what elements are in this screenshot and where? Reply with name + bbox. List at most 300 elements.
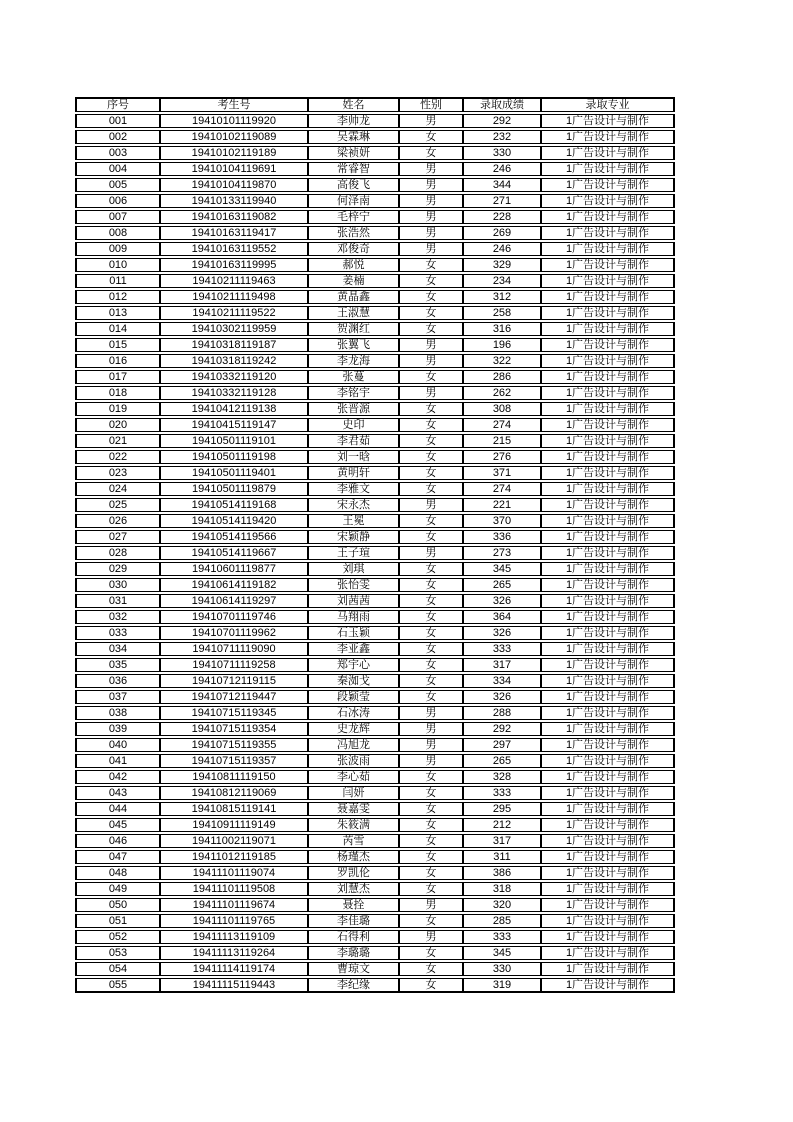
cell-major: 1广告设计与制作 bbox=[541, 194, 675, 208]
cell-candidate-no: 19410815119141 bbox=[160, 802, 308, 816]
cell-name: 李帅龙 bbox=[308, 114, 399, 128]
cell-seq: 018 bbox=[75, 386, 160, 400]
cell-score: 334 bbox=[463, 674, 541, 688]
table-row bbox=[75, 418, 675, 432]
cell-candidate-no: 19410501119101 bbox=[160, 434, 308, 448]
cell-seq: 033 bbox=[75, 626, 160, 640]
cell-score: 274 bbox=[463, 418, 541, 432]
table-row bbox=[75, 834, 675, 848]
cell-gender: 男 bbox=[399, 754, 463, 768]
cell-name: 邓俊奇 bbox=[308, 242, 399, 256]
cell-name: 毛梓宁 bbox=[308, 210, 399, 224]
table-row bbox=[75, 242, 675, 256]
cell-seq: 020 bbox=[75, 418, 160, 432]
cell-seq: 010 bbox=[75, 258, 160, 272]
cell-name: 王冕 bbox=[308, 514, 399, 528]
cell-name: 吴霖琳 bbox=[308, 130, 399, 144]
cell-candidate-no: 19411101119674 bbox=[160, 898, 308, 912]
cell-candidate-no: 19410701119962 bbox=[160, 626, 308, 640]
cell-candidate-no: 19411115119443 bbox=[160, 978, 308, 993]
cell-seq: 011 bbox=[75, 274, 160, 288]
cell-seq: 054 bbox=[75, 962, 160, 976]
cell-major: 1广告设计与制作 bbox=[541, 162, 675, 176]
cell-seq: 012 bbox=[75, 290, 160, 304]
cell-gender: 女 bbox=[399, 978, 463, 993]
cell-seq: 043 bbox=[75, 786, 160, 800]
cell-seq: 003 bbox=[75, 146, 160, 160]
cell-score: 212 bbox=[463, 818, 541, 832]
cell-candidate-no: 19410318119242 bbox=[160, 354, 308, 368]
cell-gender: 女 bbox=[399, 642, 463, 656]
cell-gender: 女 bbox=[399, 594, 463, 608]
cell-score: 276 bbox=[463, 450, 541, 464]
cell-gender: 女 bbox=[399, 146, 463, 160]
table-row bbox=[75, 498, 675, 512]
cell-gender: 女 bbox=[399, 658, 463, 672]
cell-name: 李君茹 bbox=[308, 434, 399, 448]
header-candidate-no: 考生号 bbox=[160, 97, 308, 112]
table-row bbox=[75, 930, 675, 944]
cell-score: 319 bbox=[463, 978, 541, 993]
table-row bbox=[75, 754, 675, 768]
table-row bbox=[75, 546, 675, 560]
cell-score: 215 bbox=[463, 434, 541, 448]
cell-name: 张蔓 bbox=[308, 370, 399, 384]
table-row bbox=[75, 610, 675, 624]
cell-name: 姜楠 bbox=[308, 274, 399, 288]
cell-name: 刘茜茜 bbox=[308, 594, 399, 608]
cell-candidate-no: 19410812119069 bbox=[160, 786, 308, 800]
cell-score: 318 bbox=[463, 882, 541, 896]
cell-seq: 039 bbox=[75, 722, 160, 736]
cell-name: 石得利 bbox=[308, 930, 399, 944]
admission-list-table bbox=[75, 95, 675, 995]
cell-candidate-no: 19411113119264 bbox=[160, 946, 308, 960]
cell-major: 1广告设计与制作 bbox=[541, 562, 675, 576]
cell-score: 330 bbox=[463, 962, 541, 976]
table-row bbox=[75, 978, 675, 993]
cell-gender: 男 bbox=[399, 930, 463, 944]
cell-candidate-no: 19410133119940 bbox=[160, 194, 308, 208]
cell-name: 秦洳戈 bbox=[308, 674, 399, 688]
cell-gender: 女 bbox=[399, 610, 463, 624]
cell-candidate-no: 19410715119355 bbox=[160, 738, 308, 752]
cell-name: 聂拴 bbox=[308, 898, 399, 912]
cell-gender: 男 bbox=[399, 898, 463, 912]
cell-major: 1广告设计与制作 bbox=[541, 306, 675, 320]
cell-score: 312 bbox=[463, 290, 541, 304]
cell-candidate-no: 19410332119120 bbox=[160, 370, 308, 384]
cell-name: 曹琼文 bbox=[308, 962, 399, 976]
cell-gender: 女 bbox=[399, 274, 463, 288]
cell-candidate-no: 19410614119182 bbox=[160, 578, 308, 592]
cell-major: 1广告设计与制作 bbox=[541, 594, 675, 608]
cell-seq: 019 bbox=[75, 402, 160, 416]
cell-score: 292 bbox=[463, 722, 541, 736]
cell-score: 345 bbox=[463, 946, 541, 960]
table-row bbox=[75, 130, 675, 144]
cell-candidate-no: 19410412119138 bbox=[160, 402, 308, 416]
cell-name: 张怡雯 bbox=[308, 578, 399, 592]
cell-seq: 034 bbox=[75, 642, 160, 656]
cell-name: 何泽南 bbox=[308, 194, 399, 208]
cell-candidate-no: 19411101119508 bbox=[160, 882, 308, 896]
cell-gender: 女 bbox=[399, 418, 463, 432]
cell-seq: 031 bbox=[75, 594, 160, 608]
cell-score: 320 bbox=[463, 898, 541, 912]
cell-seq: 044 bbox=[75, 802, 160, 816]
cell-candidate-no: 19410211119498 bbox=[160, 290, 308, 304]
cell-major: 1广告设计与制作 bbox=[541, 882, 675, 896]
table-row bbox=[75, 450, 675, 464]
cell-seq: 047 bbox=[75, 850, 160, 864]
table-row bbox=[75, 434, 675, 448]
table-row bbox=[75, 850, 675, 864]
cell-gender: 男 bbox=[399, 338, 463, 352]
table-row bbox=[75, 370, 675, 384]
cell-score: 274 bbox=[463, 482, 541, 496]
cell-candidate-no: 19410712119447 bbox=[160, 690, 308, 704]
cell-score: 326 bbox=[463, 690, 541, 704]
cell-gender: 女 bbox=[399, 674, 463, 688]
table-row bbox=[75, 386, 675, 400]
cell-major: 1广告设计与制作 bbox=[541, 610, 675, 624]
cell-major: 1广告设计与制作 bbox=[541, 754, 675, 768]
table-row bbox=[75, 642, 675, 656]
header-score: 录取成绩 bbox=[463, 97, 541, 112]
cell-name: 李亚鑫 bbox=[308, 642, 399, 656]
cell-seq: 007 bbox=[75, 210, 160, 224]
cell-seq: 032 bbox=[75, 610, 160, 624]
cell-candidate-no: 19411114119174 bbox=[160, 962, 308, 976]
cell-seq: 026 bbox=[75, 514, 160, 528]
cell-gender: 女 bbox=[399, 946, 463, 960]
cell-score: 286 bbox=[463, 370, 541, 384]
cell-name: 黄晶鑫 bbox=[308, 290, 399, 304]
cell-name: 石冰涛 bbox=[308, 706, 399, 720]
cell-major: 1广告设计与制作 bbox=[541, 546, 675, 560]
cell-name: 石玉颖 bbox=[308, 626, 399, 640]
cell-candidate-no: 19411101119074 bbox=[160, 866, 308, 880]
cell-candidate-no: 19410715119345 bbox=[160, 706, 308, 720]
cell-candidate-no: 19410712119115 bbox=[160, 674, 308, 688]
cell-score: 228 bbox=[463, 210, 541, 224]
cell-major: 1广告设计与制作 bbox=[541, 418, 675, 432]
cell-major: 1广告设计与制作 bbox=[541, 786, 675, 800]
cell-seq: 035 bbox=[75, 658, 160, 672]
cell-seq: 042 bbox=[75, 770, 160, 784]
cell-major: 1广告设计与制作 bbox=[541, 898, 675, 912]
cell-seq: 021 bbox=[75, 434, 160, 448]
cell-score: 288 bbox=[463, 706, 541, 720]
cell-major: 1广告设计与制作 bbox=[541, 738, 675, 752]
cell-gender: 男 bbox=[399, 706, 463, 720]
cell-score: 297 bbox=[463, 738, 541, 752]
cell-seq: 024 bbox=[75, 482, 160, 496]
cell-major: 1广告设计与制作 bbox=[541, 114, 675, 128]
table-row bbox=[75, 690, 675, 704]
cell-seq: 017 bbox=[75, 370, 160, 384]
cell-candidate-no: 19410711119090 bbox=[160, 642, 308, 656]
cell-major: 1广告设计与制作 bbox=[541, 914, 675, 928]
table-row bbox=[75, 738, 675, 752]
cell-seq: 016 bbox=[75, 354, 160, 368]
cell-name: 张浩然 bbox=[308, 226, 399, 240]
cell-major: 1广告设计与制作 bbox=[541, 930, 675, 944]
cell-candidate-no: 19410501119401 bbox=[160, 466, 308, 480]
cell-candidate-no: 19410601119877 bbox=[160, 562, 308, 576]
cell-gender: 女 bbox=[399, 962, 463, 976]
table-row bbox=[75, 290, 675, 304]
cell-major: 1广告设计与制作 bbox=[541, 770, 675, 784]
cell-major: 1广告设计与制作 bbox=[541, 386, 675, 400]
cell-name: 芮雪 bbox=[308, 834, 399, 848]
cell-candidate-no: 19410104119870 bbox=[160, 178, 308, 192]
table-row bbox=[75, 802, 675, 816]
cell-candidate-no: 19410514119566 bbox=[160, 530, 308, 544]
cell-gender: 女 bbox=[399, 514, 463, 528]
cell-score: 271 bbox=[463, 194, 541, 208]
cell-score: 371 bbox=[463, 466, 541, 480]
cell-gender: 女 bbox=[399, 866, 463, 880]
cell-score: 246 bbox=[463, 162, 541, 176]
table-row bbox=[75, 882, 675, 896]
cell-score: 311 bbox=[463, 850, 541, 864]
cell-seq: 028 bbox=[75, 546, 160, 560]
table-row bbox=[75, 658, 675, 672]
cell-gender: 女 bbox=[399, 290, 463, 304]
cell-name: 杨瑾杰 bbox=[308, 850, 399, 864]
table-row bbox=[75, 354, 675, 368]
table-body bbox=[75, 114, 675, 993]
cell-gender: 女 bbox=[399, 530, 463, 544]
cell-name: 李佳璐 bbox=[308, 914, 399, 928]
cell-candidate-no: 19410318119187 bbox=[160, 338, 308, 352]
cell-score: 316 bbox=[463, 322, 541, 336]
cell-major: 1广告设计与制作 bbox=[541, 690, 675, 704]
table-row bbox=[75, 402, 675, 416]
cell-name: 贺渊红 bbox=[308, 322, 399, 336]
cell-name: 刘慧杰 bbox=[308, 882, 399, 896]
cell-seq: 038 bbox=[75, 706, 160, 720]
cell-seq: 045 bbox=[75, 818, 160, 832]
header-name: 姓名 bbox=[308, 97, 399, 112]
cell-score: 328 bbox=[463, 770, 541, 784]
cell-seq: 030 bbox=[75, 578, 160, 592]
table-row bbox=[75, 770, 675, 784]
header-major: 录取专业 bbox=[541, 97, 675, 112]
cell-major: 1广告设计与制作 bbox=[541, 642, 675, 656]
cell-gender: 男 bbox=[399, 498, 463, 512]
cell-score: 345 bbox=[463, 562, 541, 576]
cell-major: 1广告设计与制作 bbox=[541, 338, 675, 352]
cell-score: 317 bbox=[463, 834, 541, 848]
cell-score: 265 bbox=[463, 754, 541, 768]
cell-name: 高俊飞 bbox=[308, 178, 399, 192]
cell-major: 1广告设计与制作 bbox=[541, 834, 675, 848]
cell-candidate-no: 19410811119150 bbox=[160, 770, 308, 784]
cell-major: 1广告设计与制作 bbox=[541, 434, 675, 448]
cell-name: 闫妍 bbox=[308, 786, 399, 800]
cell-candidate-no: 19411101119765 bbox=[160, 914, 308, 928]
cell-seq: 055 bbox=[75, 978, 160, 993]
cell-candidate-no: 19411002119071 bbox=[160, 834, 308, 848]
cell-major: 1广告设计与制作 bbox=[541, 722, 675, 736]
cell-candidate-no: 19410501119198 bbox=[160, 450, 308, 464]
cell-candidate-no: 19410102119089 bbox=[160, 130, 308, 144]
table-row bbox=[75, 674, 675, 688]
cell-gender: 男 bbox=[399, 722, 463, 736]
cell-gender: 女 bbox=[399, 370, 463, 384]
cell-name: 王淑慧 bbox=[308, 306, 399, 320]
cell-seq: 025 bbox=[75, 498, 160, 512]
cell-candidate-no: 19411012119185 bbox=[160, 850, 308, 864]
cell-major: 1广告设计与制作 bbox=[541, 802, 675, 816]
table-row bbox=[75, 626, 675, 640]
cell-candidate-no: 19410711119258 bbox=[160, 658, 308, 672]
cell-major: 1广告设计与制作 bbox=[541, 242, 675, 256]
document-sheet bbox=[75, 95, 675, 995]
cell-gender: 女 bbox=[399, 258, 463, 272]
table-row bbox=[75, 818, 675, 832]
cell-candidate-no: 19410211119522 bbox=[160, 306, 308, 320]
cell-gender: 男 bbox=[399, 178, 463, 192]
cell-major: 1广告设计与制作 bbox=[541, 818, 675, 832]
table-row bbox=[75, 114, 675, 128]
cell-major: 1广告设计与制作 bbox=[541, 130, 675, 144]
cell-major: 1广告设计与制作 bbox=[541, 962, 675, 976]
cell-name: 聂嘉雯 bbox=[308, 802, 399, 816]
cell-seq: 005 bbox=[75, 178, 160, 192]
cell-gender: 女 bbox=[399, 306, 463, 320]
table-header bbox=[75, 97, 675, 112]
cell-seq: 008 bbox=[75, 226, 160, 240]
cell-major: 1广告设计与制作 bbox=[541, 178, 675, 192]
cell-seq: 001 bbox=[75, 114, 160, 128]
cell-major: 1广告设计与制作 bbox=[541, 674, 675, 688]
cell-seq: 052 bbox=[75, 930, 160, 944]
cell-name: 李璐璐 bbox=[308, 946, 399, 960]
cell-gender: 男 bbox=[399, 226, 463, 240]
cell-gender: 女 bbox=[399, 882, 463, 896]
table-row bbox=[75, 274, 675, 288]
cell-candidate-no: 19410715119357 bbox=[160, 754, 308, 768]
cell-score: 234 bbox=[463, 274, 541, 288]
cell-name: 史龙辉 bbox=[308, 722, 399, 736]
cell-candidate-no: 19410163119082 bbox=[160, 210, 308, 224]
table-row bbox=[75, 706, 675, 720]
cell-name: 马翔雨 bbox=[308, 610, 399, 624]
cell-name: 常睿智 bbox=[308, 162, 399, 176]
table-row bbox=[75, 962, 675, 976]
cell-candidate-no: 19410415119147 bbox=[160, 418, 308, 432]
cell-name: 史印 bbox=[308, 418, 399, 432]
table-row bbox=[75, 786, 675, 800]
cell-major: 1广告设计与制作 bbox=[541, 354, 675, 368]
cell-candidate-no: 19410715119354 bbox=[160, 722, 308, 736]
cell-gender: 男 bbox=[399, 354, 463, 368]
cell-major: 1广告设计与制作 bbox=[541, 658, 675, 672]
cell-score: 386 bbox=[463, 866, 541, 880]
cell-candidate-no: 19410701119746 bbox=[160, 610, 308, 624]
cell-major: 1广告设计与制作 bbox=[541, 226, 675, 240]
table-row bbox=[75, 722, 675, 736]
cell-candidate-no: 19410163119995 bbox=[160, 258, 308, 272]
cell-major: 1广告设计与制作 bbox=[541, 210, 675, 224]
cell-name: 罗凯伦 bbox=[308, 866, 399, 880]
table-row bbox=[75, 178, 675, 192]
cell-name: 刘琪 bbox=[308, 562, 399, 576]
cell-seq: 027 bbox=[75, 530, 160, 544]
table-row bbox=[75, 530, 675, 544]
table-row bbox=[75, 466, 675, 480]
cell-gender: 女 bbox=[399, 322, 463, 336]
cell-score: 292 bbox=[463, 114, 541, 128]
cell-name: 李铭宇 bbox=[308, 386, 399, 400]
cell-seq: 046 bbox=[75, 834, 160, 848]
cell-gender: 女 bbox=[399, 578, 463, 592]
cell-major: 1广告设计与制作 bbox=[541, 146, 675, 160]
table-row bbox=[75, 866, 675, 880]
cell-candidate-no: 19410514119420 bbox=[160, 514, 308, 528]
cell-name: 李雅文 bbox=[308, 482, 399, 496]
cell-score: 196 bbox=[463, 338, 541, 352]
cell-major: 1广告设计与制作 bbox=[541, 274, 675, 288]
cell-seq: 049 bbox=[75, 882, 160, 896]
cell-name: 段颖莹 bbox=[308, 690, 399, 704]
cell-seq: 015 bbox=[75, 338, 160, 352]
table-row bbox=[75, 578, 675, 592]
cell-gender: 女 bbox=[399, 562, 463, 576]
cell-name: 黄明轩 bbox=[308, 466, 399, 480]
cell-seq: 048 bbox=[75, 866, 160, 880]
cell-seq: 009 bbox=[75, 242, 160, 256]
table-row bbox=[75, 338, 675, 352]
cell-gender: 女 bbox=[399, 130, 463, 144]
table-row bbox=[75, 226, 675, 240]
cell-name: 朱筱满 bbox=[308, 818, 399, 832]
cell-gender: 男 bbox=[399, 242, 463, 256]
cell-seq: 029 bbox=[75, 562, 160, 576]
cell-gender: 女 bbox=[399, 626, 463, 640]
cell-score: 333 bbox=[463, 786, 541, 800]
cell-major: 1广告设计与制作 bbox=[541, 946, 675, 960]
cell-major: 1广告设计与制作 bbox=[541, 706, 675, 720]
cell-gender: 女 bbox=[399, 434, 463, 448]
cell-major: 1广告设计与制作 bbox=[541, 258, 675, 272]
table-row bbox=[75, 306, 675, 320]
cell-gender: 女 bbox=[399, 914, 463, 928]
cell-gender: 女 bbox=[399, 786, 463, 800]
table-row bbox=[75, 210, 675, 224]
header-seq: 序号 bbox=[75, 97, 160, 112]
cell-seq: 014 bbox=[75, 322, 160, 336]
cell-major: 1广告设计与制作 bbox=[541, 466, 675, 480]
cell-score: 326 bbox=[463, 594, 541, 608]
cell-name: 宋永杰 bbox=[308, 498, 399, 512]
table-row bbox=[75, 562, 675, 576]
cell-name: 张波雨 bbox=[308, 754, 399, 768]
cell-name: 李纪缘 bbox=[308, 978, 399, 993]
table-row bbox=[75, 594, 675, 608]
cell-major: 1广告设计与制作 bbox=[541, 498, 675, 512]
table-row bbox=[75, 514, 675, 528]
cell-gender: 男 bbox=[399, 162, 463, 176]
cell-gender: 女 bbox=[399, 450, 463, 464]
cell-candidate-no: 19410211119463 bbox=[160, 274, 308, 288]
cell-score: 295 bbox=[463, 802, 541, 816]
cell-score: 285 bbox=[463, 914, 541, 928]
